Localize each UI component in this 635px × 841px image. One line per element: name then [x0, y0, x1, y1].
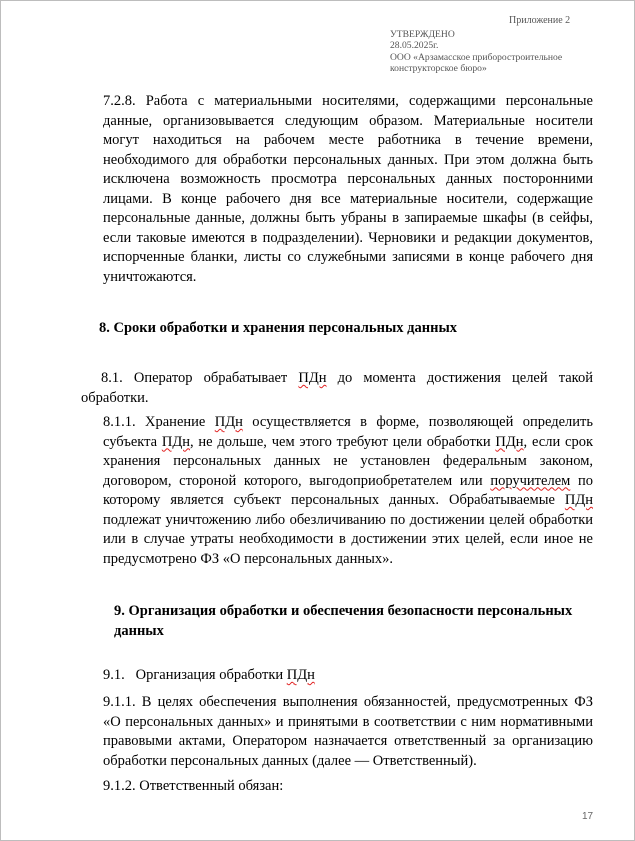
page-number: 17: [582, 811, 594, 822]
pdn-term: ПДн: [495, 433, 524, 450]
section-heading-9: [114, 602, 594, 641]
approval-line: УТВЕРЖДЕНО: [390, 29, 455, 40]
pdn-term: ПДн: [298, 370, 327, 386]
paragraph-9-1-2: 9.1.2. Ответственный обязан:: [103, 778, 284, 794]
paragraph-8-1-1: 8.1.1. Хранение ПДн осуществляется в форме, позволяющей определить субъекта ПДн, не дольше, чем этого требуют цели обработки ПДн, если срок хранения персональных данных не установлен федеральным законом, договором, стороной которого, выгодоприобретателем или поручителем по которому является субъект персональных данных. Обрабатываемые ПДн подлежат уничтожению либо обезличиванию по достижении целей обработки или в случае утраты необходимости в достижении этих целей, если иное не предусмотрено ФЗ «О персональных данных».: [103, 414, 594, 567]
paragraph-7-2-8: 7.2.8. Работа с материальными носителями, содержащими персональные данные, организовывается следующим образом. Материальные носители могут находиться на рабочем месте работника в течение времени, необходимого для обработки персональных данных. При этом должна быть исключена возможность просмотра персональных данных посторонними лицами. В конце рабочего дня все материальные носители, содержащие персональные данные, должны быть убраны в запираемые шкафы (в сейфы, если таковые имеются в подразделении). Черновики и редакции документов, испорченные бланки, листы со служебными записями в конце рабочего дня уничтожаются.: [103, 93, 593, 285]
pdn-term: ПДн: [214, 414, 243, 430]
pdn-term: ПДн: [161, 433, 190, 450]
heading-line: 9. Организация обработки и обеспечения безопасности персональных: [114, 603, 573, 619]
paragraph-8-1: 8.1. Оператор обрабатывает ПДн до момента достижения целей такой обработки.: [81, 370, 593, 406]
annex-label: Приложение 2: [509, 15, 571, 26]
section-heading-8: 8. Сроки обработки и хранения персональных данных: [99, 320, 458, 336]
approval-line: конструкторское бюро»: [390, 63, 487, 75]
approval-line: ООО «Арзамасское приборостроительное: [390, 51, 563, 63]
heading-line: данных: [114, 622, 164, 639]
approval-line: 28.05.2025г.: [390, 40, 439, 52]
paragraph-9-1: 9.1. Организация обработки ПДн: [103, 667, 315, 683]
guarantor-term: поручителем: [490, 472, 571, 489]
paragraph-9-1-1: 9.1.1. В целях обеспечения выполнения обязанностей, предусмотренных ФЗ «О персональных данных» и принятыми в соответствии с ним нормативными правовыми актами, Оператором назначается ответственный за организацию обработки персональных данных (далее — Ответственный).: [103, 694, 593, 769]
pdn-term: ПДн: [286, 667, 315, 683]
approval-stamp: [390, 29, 600, 75]
pdn-term: ПДн: [564, 492, 593, 508]
